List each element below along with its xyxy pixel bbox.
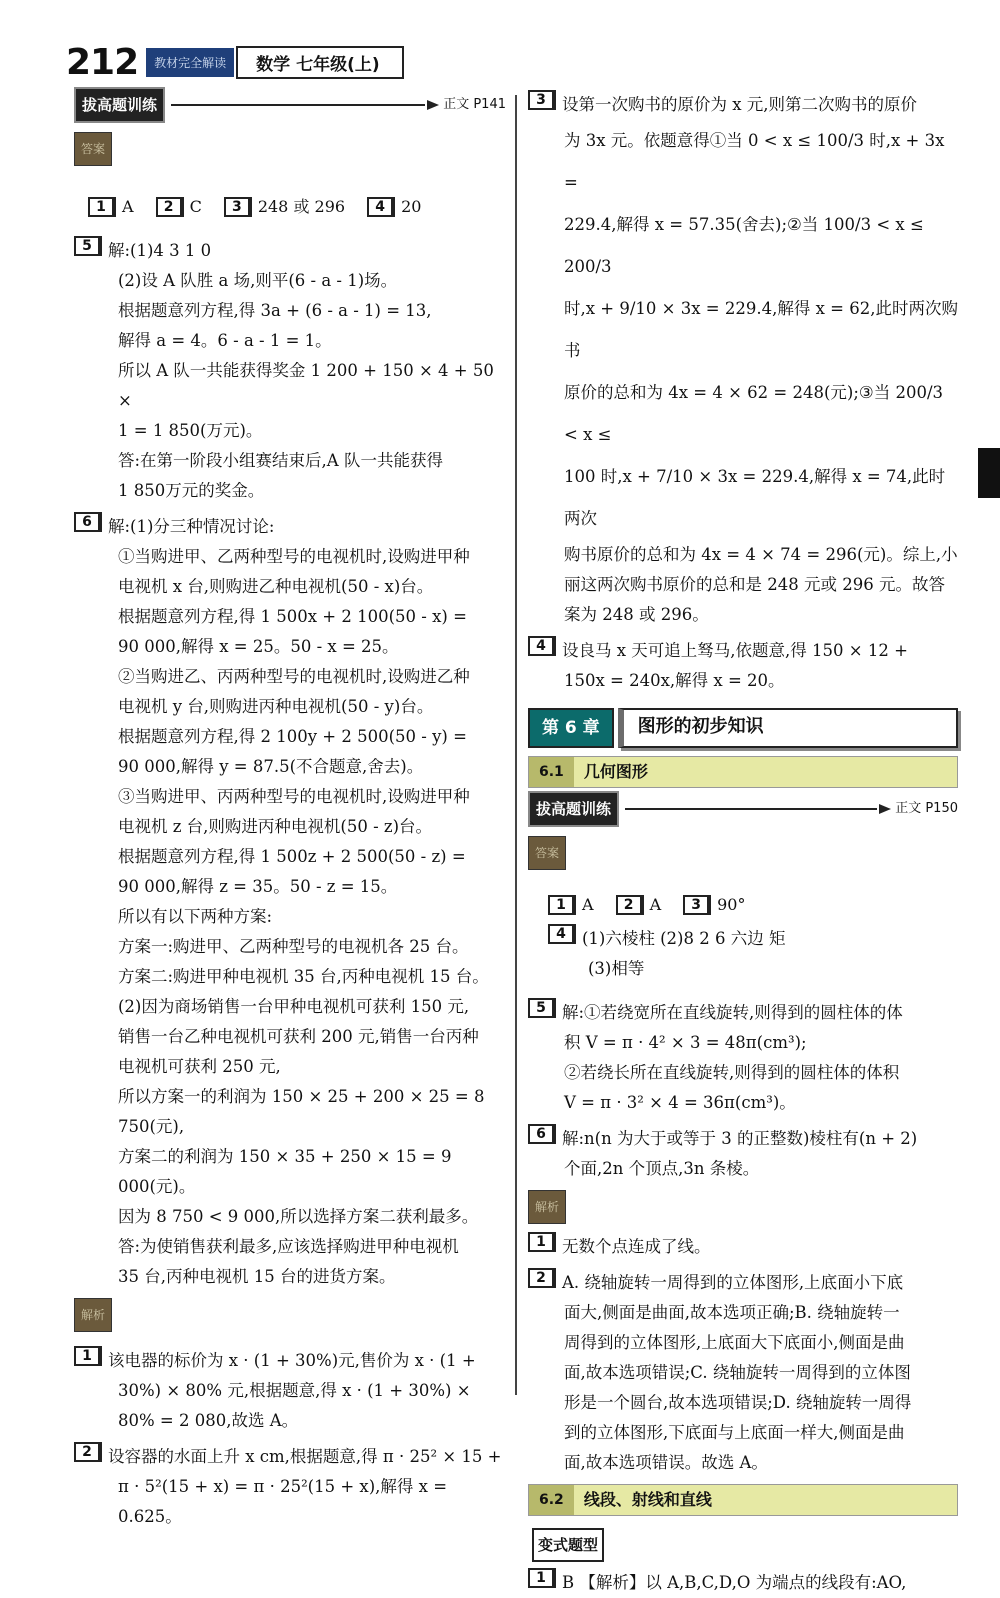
analysis-1 [74,1346,506,1436]
analysis-line: π · 5²(15 + x) = π · 25²(15 + x),解得 x = 0.625。 [118,1477,448,1526]
answer-item [616,890,662,920]
answer-line: 电视机 z 台,则购进丙种电视机(50 - z)台。 [118,817,433,836]
analysis-4 [528,636,958,696]
answer-line: 积 V = π · 4² × 3 = 48π(cm³); [564,1033,807,1052]
section-tag: 拔高题训练 [528,791,619,827]
section-ref: 正文 P150 [895,801,958,816]
chapter-number: 第 6 章 [528,708,614,748]
question-number: 6 [74,512,102,532]
question-number: 2 [156,197,184,217]
answer-line: 根据题意列方程,得 3a + (6 - a - 1) = 13, [118,301,432,320]
answer-line: 35 台,丙种电视机 15 台的进货方案。 [118,1267,396,1286]
answer-4 [548,924,958,984]
answer-line: 90 000,解得 y = 87.5(不合题意,舍去)。 [118,757,424,776]
answer-item [367,192,421,222]
question-number: 1 [548,895,576,915]
answer-tag: 答案 [528,836,566,870]
analysis-line: 30%) × 80% 元,根据题意,得 x · (1 + 30%) × [118,1381,471,1400]
left-column [66,90,506,1532]
answer-line: 解:(1)4 3 1 0 [108,241,212,260]
column-divider [515,95,517,1395]
answer-line: 电视机 x 台,则购进乙种电视机(50 - x)台。 [118,577,434,596]
answer-line: ②若绕长所在直线旋转,则得到的圆柱体的体积 [564,1063,900,1082]
series-label: 教材完全解读 [146,48,234,77]
analysis-line: 100 时,x + 7/10 × 3x = 229.4,解得 x = 74,此时两次 [564,467,946,528]
question-number: 5 [528,998,556,1018]
subsection-header [528,756,958,788]
answer-value: 20 [401,197,422,216]
answer-line: 销售一台乙种电视机可获利 200 元,销售一台丙种 [118,1027,479,1046]
question-number: 1 [528,1568,556,1588]
analysis-line: 面大,侧面是曲面,故本选项正确;B. 绕轴旋转一 [564,1303,900,1322]
answer-line: 电视机可获利 250 元, [118,1057,281,1076]
question-number: 1 [528,1232,556,1252]
analysis-line: 150x = 240x,解得 x = 20。 [564,671,785,690]
answer-line: 方案二的利润为 150 × 35 + 250 × 15 = 9 000(元)。 [118,1147,452,1196]
answer-line: 所以 A 队一共能获得奖金 1 200 + 150 × 4 + 50 × [118,361,494,410]
answer-line: 1 = 1 850(万元)。 [118,421,263,440]
analysis-line: 面,故本选项错误。故选 A。 [564,1453,768,1472]
answer-line: (1)六棱柱 (2)8 2 6 六边 矩 [582,929,786,948]
answer-line: 所以有以下两种方案: [118,907,273,926]
page-header [66,41,404,83]
answer-item [548,890,594,920]
question-number: 5 [74,236,102,256]
analysis-line: 为 3x 元。依题意得①当 0 < x ≤ 100/3 时,x + 3x = [564,131,945,192]
variant-tag: 变式题型 [532,1528,604,1562]
analysis-line: 229.4,解得 x = 57.35(舍去);②当 100/3 < x ≤ 200/3 [564,215,924,276]
subject-label: 数学 七年级(上) [236,46,403,79]
analysis-k2 [528,1268,958,1478]
answer-line: (2)设 A 队胜 a 场,则平(6 - a - 1)场。 [118,271,398,290]
answer-line: ②当购进乙、丙两种型号的电视机时,设购进乙种 [118,667,470,686]
edge-tab-marker [978,448,1000,498]
answer-line: 根据题意列方程,得 1 500x + 2 100(50 - x) = [118,607,467,626]
answer-line: 解:(1)分三种情况讨论: [108,517,275,536]
answer-line: 解得 a = 4。6 - a - 1 = 1。 [118,331,332,350]
analysis-line: 时,x + 9/10 × 3x = 229.4,解得 x = 62,此时两次购书 [564,299,958,360]
answer-line: 90 000,解得 x = 25。50 - x = 25。 [118,637,399,656]
answer-line: 1 850万元的奖金。 [118,481,265,500]
answer-item [224,192,345,222]
analysis-line: 面,故本选项错误;C. 绕轴旋转一周得到的立体图 [564,1363,911,1382]
analysis-line: 80% = 2 080,故选 A。 [118,1411,299,1430]
analysis-tag: 解析 [528,1190,566,1224]
question-number: 3 [683,895,711,915]
question-number: 6 [528,1124,556,1144]
analysis-line: 无数个点连成了线。 [562,1237,711,1256]
answer-line: 方案一:购进甲、乙两种型号的电视机各 25 台。 [118,937,469,956]
answer-value: A [649,895,662,914]
variant-1 [528,1568,958,1598]
analysis-line: 设容器的水面上升 x cm,根据题意,得 π · 25² × 15 + [108,1447,502,1466]
analysis-line: 购书原价的总和为 4x = 4 × 74 = 296(元)。综上,小 [564,545,958,564]
answer-line: V = π · 3² × 4 = 36π(cm³)。 [564,1093,796,1112]
chapter-title: 图形的初步知识 [618,708,958,748]
analysis-2 [74,1442,506,1532]
answer-item [88,192,134,222]
question-number: 3 [224,197,252,217]
answer-value: 90° [717,895,746,914]
answer-line: (3)相等 [588,959,645,978]
arrow-line [625,808,877,810]
answer-value: A [582,895,594,914]
answer-line: 90 000,解得 z = 35。50 - z = 15。 [118,877,398,896]
analysis-line: 丽这两次购书原价的总和是 248 元或 296 元。故答 [564,575,945,594]
answer-line: (2)因为商场销售一台甲种电视机可获利 150 元, [118,997,470,1016]
analysis-k1 [528,1232,958,1262]
analysis-line: 周得到的立体图形,上底面大下底面小,侧面是曲 [564,1333,905,1352]
question-number: 4 [367,197,395,217]
arrow-line [171,104,425,106]
section-tag: 拔高题训练 [74,87,165,123]
subsection-number: 6.1 [529,757,574,787]
answer-line: ①当购进甲、乙两种型号的电视机时,设购进甲种 [118,547,470,566]
answer-value: C [189,197,202,216]
section-ref: 正文 P141 [443,97,506,112]
question-number: 4 [528,636,556,656]
chapter-header [528,708,958,748]
analysis-tag: 解析 [74,1298,112,1332]
question-6 [74,512,506,1292]
answer-value: 248 或 296 [257,197,346,216]
analysis-3 [528,90,958,630]
answer-line: 根据题意列方程,得 1 500z + 2 500(50 - z) = [118,847,466,866]
arrow-icon [427,100,439,110]
answer-line: ③当购进甲、丙两种型号的电视机时,设购进甲种 [118,787,470,806]
analysis-line: A. 绕轴旋转一周得到的立体图形,上底面小下底 [562,1273,904,1292]
answer-value: A [122,197,134,216]
answer-line: 答:在第一阶段小组赛结束后,A 队一共能获得 [118,451,443,470]
answer-line: 因为 8 750 < 9 000,所以选择方案二获利最多。 [118,1207,479,1226]
analysis-line: 设良马 x 天可追上驽马,依题意,得 150 × 12 + [562,641,908,660]
answer-tag: 答案 [74,132,112,166]
answer-line: 解:n(n 为大于或等于 3 的正整数)棱柱有(n + 2) [562,1129,918,1148]
answer-line: 根据题意列方程,得 2 100y + 2 500(50 - y) = [118,727,467,746]
question-number: 1 [88,197,116,217]
subsection-header [528,1484,958,1516]
question-number: 2 [616,895,644,915]
question-5 [74,236,506,506]
page-number: 212 [66,41,139,83]
subsection-title: 几何图形 [583,762,648,781]
answer-row [88,192,506,222]
analysis-line: 设第一次购书的原价为 x 元,则第二次购书的原价 [562,95,918,114]
answer-line: 答:为使销售获利最多,应该选择购进甲种电视机 [118,1237,459,1256]
analysis-line: 原价的总和为 4x = 4 × 62 = 248(元);③当 200/3 < x ≤ [564,383,944,444]
arrow-icon [879,804,891,814]
answer-line: 所以方案一的利润为 150 × 25 + 200 × 25 = 8 750(元), [118,1087,485,1136]
question-number: 4 [548,924,576,944]
analysis-line: 形是一个圆台,故本选项错误;D. 绕轴旋转一周得 [564,1393,912,1412]
answer-line: 电视机 y 台,则购进丙种电视机(50 - y)台。 [118,697,434,716]
section-header [74,90,506,120]
question-number: 2 [74,1442,102,1462]
subsection-title: 线段、射线和直线 [583,1490,712,1509]
analysis-line: 案为 248 或 296。 [564,605,709,624]
question-number: 2 [528,1268,556,1288]
answer-line: 方案二:购进甲种电视机 35 台,丙种电视机 15 台。 [118,967,489,986]
answer-5 [528,998,958,1118]
analysis-line: 该电器的标价为 x · (1 + 30%)元,售价为 x · (1 + [108,1351,476,1370]
answer-line: 解:①若绕宽所在直线旋转,则得到的圆柱体的体 [562,1003,903,1022]
answer-line: 个面,2n 个顶点,3n 条棱。 [564,1159,760,1178]
question-number: 3 [528,90,556,110]
answer-6 [528,1124,958,1184]
analysis-line: 到的立体图形,下底面与上底面一样大,侧面是曲 [564,1423,905,1442]
section-header [528,794,958,824]
right-column [528,90,958,1598]
answer-item [156,192,202,222]
answer-item [683,890,745,920]
question-number: 1 [74,1346,102,1366]
answer-row [548,890,958,920]
subsection-number: 6.2 [529,1485,574,1515]
analysis-line: B 【解析】以 A,B,C,D,O 为端点的线段有:AO, [562,1573,907,1592]
